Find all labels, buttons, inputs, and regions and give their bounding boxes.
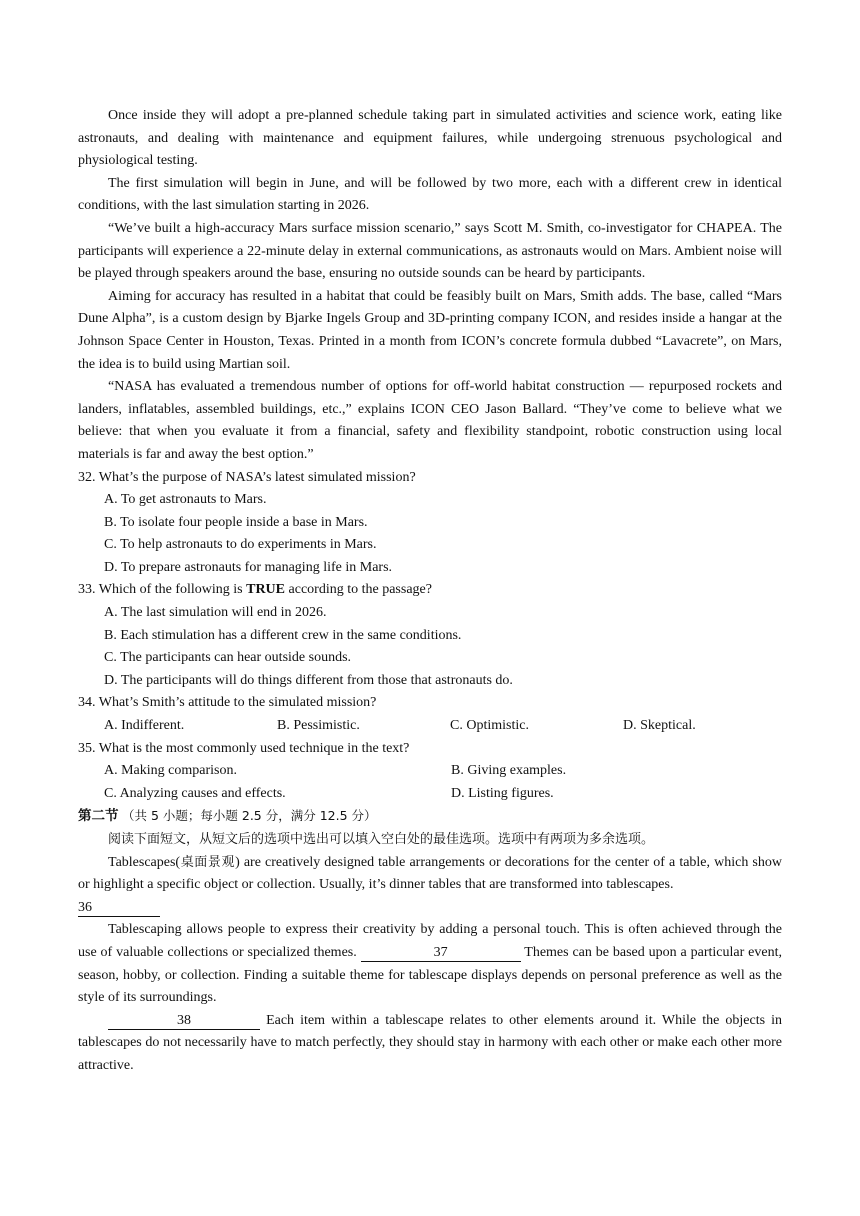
option-d: D. To prepare astronauts for managing life in Mars.	[104, 559, 393, 575]
option-a: A. Making comparison.	[104, 763, 237, 779]
cloze-paragraph-3	[78, 1010, 782, 1078]
option-b: B. Pessimistic.	[277, 718, 360, 734]
passage-paragraph-4: Aiming for accuracy has resulted in a habitat that could be feasibly built on Mars, Smith adds. The base, called “Mars Dune Alpha”, is a custom design by Bjarke Ingels Group and 3D-printing company ICON, and resides inside a hangar at the Johnson Space Center in Houston, Texas. Printed in a month from ICON’s concrete formula dubbed “Lavacrete”, on Mars, the idea is to build using Martian soil.	[78, 288, 782, 372]
passage-paragraph-2: The first simulation will begin in June, and will be followed by two more, each with a different crew in identical conditions, with the last simulation starting in 2026.	[78, 175, 782, 214]
question-35	[78, 738, 782, 806]
option-d: D. The participants will do things different from those that astronauts do.	[104, 672, 513, 688]
question-stem	[78, 579, 782, 602]
question-stem: 32. What’s the purpose of NASA’s latest simulated mission?	[78, 469, 416, 485]
passage-paragraph-3: “We’ve built a high-accuracy Mars surface mission scenario,” says Scott M. Smith, co-investigator for CHAPEA. The participants will experience a 22-minute delay in external communications, as astronauts would on Mars. Ambient noise will be played through speakers around the base, ensuring no outside sounds can be heard by participants.	[78, 220, 782, 282]
cloze-paragraph-2	[78, 919, 782, 1009]
option-d: D. Listing figures.	[451, 785, 554, 801]
options-row	[78, 715, 782, 738]
stem-emphasis: TRUE	[246, 582, 286, 598]
blank-36[interactable]: 36	[78, 900, 160, 917]
section-instruction: 阅读下面短文，从短文后的选项中选出可以填入空白处的最佳选项。选项中有两项为多余选项。	[108, 832, 655, 847]
question-stem: 34. What’s Smith’s attitude to the simulated mission?	[78, 695, 377, 711]
stem-text-before: 33. Which of the following is	[78, 582, 247, 598]
option-b: B. Giving examples.	[451, 763, 567, 779]
text-before: Tablescapes(	[108, 854, 181, 870]
blank-38[interactable]: 38	[108, 1013, 260, 1030]
option-a: A. Indifferent.	[104, 718, 185, 734]
blank-37[interactable]: 37	[361, 945, 521, 962]
question-stem: 35. What is the most commonly used technique in the text?	[78, 740, 410, 756]
text-before: Tablescaping allows people to express their creativity by adding a personal touch. This is often achieved through the use of valuable collections or specialized themes.	[78, 922, 782, 960]
option-c: C. To help astronauts to do experiments in Mars.	[104, 537, 377, 553]
text-after: ) are creatively designed table arrangements or decorations for the center of a table, which show or highlight a specific object or collection. Usually, it’s dinner tables that are transformed into tablescapes.	[78, 854, 782, 893]
blank-line-36	[78, 897, 782, 920]
section-title: 第二节	[78, 808, 119, 825]
passage-paragraph-5: “NASA has evaluated a tremendous number of options for off-world habitat construction — repurposed rockets and landers, inflatables, assembled buildings, etc.,” explains ICON CEO Jason Ballard. “They’ve come to believe what we believe: that when you evaluate it from a financial, safety and flexibility standpoint, robotic construction using local materials is far and away the best option.”	[78, 379, 782, 462]
option-c: C. The participants can hear outside sounds.	[104, 650, 352, 666]
option-a: A. The last simulation will end in 2026.	[104, 605, 327, 621]
option-a: A. To get astronauts to Mars.	[104, 492, 267, 508]
option-c: C. Optimistic.	[450, 718, 529, 734]
options-row	[78, 783, 782, 806]
option-c: C. Analyzing causes and effects.	[104, 785, 286, 801]
chinese-gloss: 桌面景观	[180, 854, 236, 870]
option-d: D. Skeptical.	[623, 718, 696, 734]
option-b: B. Each stimulation has a different crew in the same conditions.	[104, 627, 462, 643]
options-row	[78, 760, 782, 783]
question-34	[78, 692, 782, 737]
passage-paragraph-1: Once inside they will adopt a pre-planned schedule taking part in simulated activities and science work, eating like astronauts, and dealing with maintenance and equipment failures, while undergoing strenuous psychological and physiological testing.	[78, 108, 782, 169]
section-scoring-note: （共 5 小题；每小题 2.5 分，满分 12.5 分）	[122, 808, 377, 824]
text-after: Themes can be based upon a particular event, season, hobby, or collection. Finding a suitable theme for tablescape displays depends on personal preference as well as the style of its surroundings.	[78, 944, 782, 1006]
cloze-paragraph-1	[78, 852, 782, 897]
section-heading	[78, 805, 782, 829]
question-32	[78, 467, 782, 580]
stem-text-after: according to the passage?	[285, 582, 432, 598]
text-after: Each item within a tablescape relates to other elements around it. While the objects in tablescapes do not necessarily have to match perfectly, they should stay in harmony with each other or make each other more attractive.	[78, 1012, 782, 1073]
question-33	[78, 579, 782, 692]
option-b: B. To isolate four people inside a base in Mars.	[104, 514, 368, 530]
